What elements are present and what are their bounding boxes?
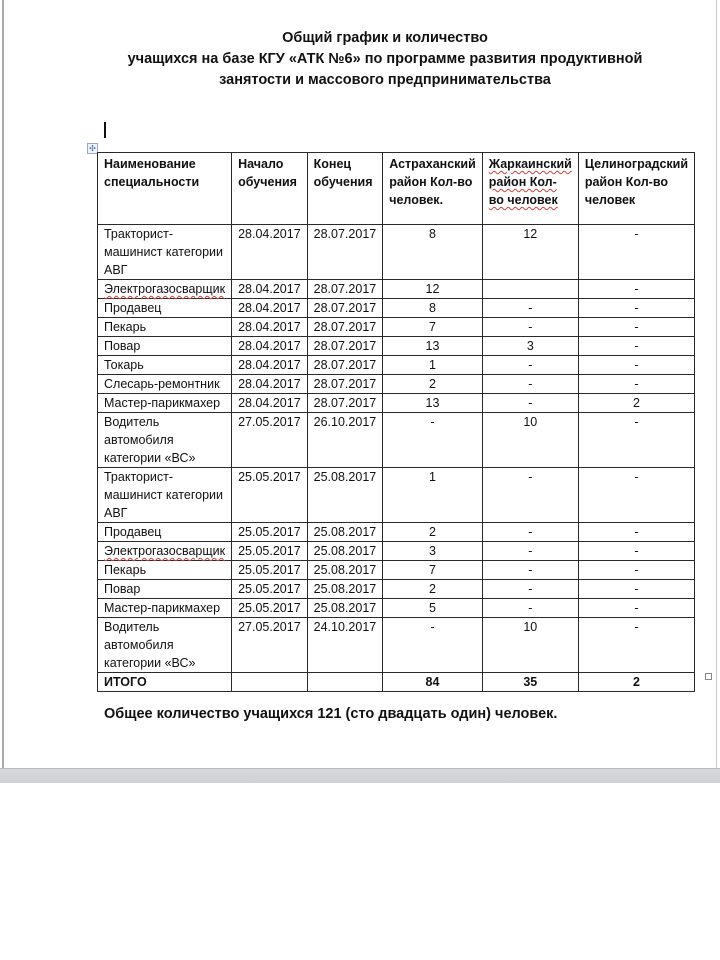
cell-end: 28.07.2017 <box>307 299 383 318</box>
cell-tselinograd: - <box>578 523 694 542</box>
cell-start: 28.04.2017 <box>232 318 308 337</box>
cell-start: 28.04.2017 <box>232 280 308 299</box>
cell-astrakhan: 7 <box>383 561 483 580</box>
cell-zharkain: 12 <box>482 225 578 280</box>
cell-name: Мастер-парикмахер <box>98 394 232 413</box>
cell-end: 28.07.2017 <box>307 225 383 280</box>
table-row <box>98 561 695 580</box>
table-row <box>98 280 695 299</box>
table-row <box>98 299 695 318</box>
cell-start: 28.04.2017 <box>232 299 308 318</box>
cell-tselinograd: - <box>578 375 694 394</box>
cell-astrakhan: 8 <box>383 225 483 280</box>
cell-start: 25.05.2017 <box>232 580 308 599</box>
cell-zharkain: - <box>482 394 578 413</box>
table-row <box>98 618 695 673</box>
total-label: ИТОГО <box>98 673 232 692</box>
table-total-row <box>98 673 695 692</box>
table-row <box>98 413 695 468</box>
cell-start: 25.05.2017 <box>232 523 308 542</box>
cell-end: 25.08.2017 <box>307 523 383 542</box>
cell-astrakhan: 13 <box>383 394 483 413</box>
cell-zharkain: - <box>482 542 578 561</box>
cell-astrakhan: 1 <box>383 468 483 523</box>
cell-name <box>98 542 232 561</box>
cell-end: 28.07.2017 <box>307 356 383 375</box>
table-resize-handle[interactable] <box>705 673 712 680</box>
cell-tselinograd: - <box>578 618 694 673</box>
cell-astrakhan: - <box>383 413 483 468</box>
cell-tselinograd: - <box>578 468 694 523</box>
cell-end: 28.07.2017 <box>307 337 383 356</box>
cell-zharkain: - <box>482 318 578 337</box>
cell-tselinograd: - <box>578 299 694 318</box>
cell-zharkain: 10 <box>482 618 578 673</box>
cell-tselinograd: - <box>578 280 694 299</box>
header-end: Конец обучения <box>307 153 383 225</box>
cell-tselinograd: - <box>578 225 694 280</box>
table-row <box>98 356 695 375</box>
cell-end: 25.08.2017 <box>307 580 383 599</box>
cell-start: 25.05.2017 <box>232 599 308 618</box>
header-zharkain-text: Жаркаинский район Кол-во человек <box>488 157 572 207</box>
total-start <box>232 673 308 692</box>
table-row <box>98 225 695 280</box>
cell-astrakhan: 13 <box>383 337 483 356</box>
table-row <box>98 394 695 413</box>
total-end <box>307 673 383 692</box>
header-name: Наименование специальности <box>98 153 232 225</box>
cell-name: Водитель автомобиля категории «ВС» <box>98 618 232 673</box>
cell-start: 25.05.2017 <box>232 542 308 561</box>
cell-start: 28.04.2017 <box>232 375 308 394</box>
cell-start: 27.05.2017 <box>232 413 308 468</box>
table-row <box>98 599 695 618</box>
cell-astrakhan: 2 <box>383 523 483 542</box>
table-row <box>98 468 695 523</box>
title-line-3: занятости и массового предпринимательства <box>219 72 551 88</box>
table-row <box>98 337 695 356</box>
cell-tselinograd: - <box>578 318 694 337</box>
cell-end: 28.07.2017 <box>307 280 383 299</box>
cell-zharkain: - <box>482 561 578 580</box>
cell-zharkain: - <box>482 468 578 523</box>
cell-end: 25.08.2017 <box>307 561 383 580</box>
cell-zharkain <box>482 280 578 299</box>
cell-zharkain: - <box>482 375 578 394</box>
cell-end: 26.10.2017 <box>307 413 383 468</box>
cell-start: 25.05.2017 <box>232 561 308 580</box>
schedule-table <box>97 152 695 692</box>
cell-astrakhan: 7 <box>383 318 483 337</box>
cell-end: 28.07.2017 <box>307 394 383 413</box>
cell-tselinograd: - <box>578 561 694 580</box>
table-row <box>98 375 695 394</box>
total-tselinograd: 2 <box>578 673 694 692</box>
cell-zharkain: - <box>482 299 578 318</box>
cell-start: 28.04.2017 <box>232 337 308 356</box>
total-astrakhan: 84 <box>383 673 483 692</box>
cell-zharkain: - <box>482 580 578 599</box>
cell-zharkain: - <box>482 356 578 375</box>
table-move-handle-icon[interactable]: ✣ <box>87 143 98 154</box>
title-line-2: учащихся на базе КГУ «АТК №6» по программе развития продуктивной <box>127 51 643 67</box>
cell-end: 25.08.2017 <box>307 468 383 523</box>
cell-zharkain: - <box>482 599 578 618</box>
cell-name: Продавец <box>98 299 232 318</box>
cell-start: 25.05.2017 <box>232 468 308 523</box>
cell-tselinograd: - <box>578 413 694 468</box>
cell-end: 25.08.2017 <box>307 599 383 618</box>
cell-end: 24.10.2017 <box>307 618 383 673</box>
header-astrakhan: Астраханский район Кол-во человек. <box>383 153 483 225</box>
cell-astrakhan: 8 <box>383 299 483 318</box>
cell-tselinograd: - <box>578 542 694 561</box>
cell-astrakhan: 3 <box>383 542 483 561</box>
title-line-1: Общий график и количество <box>282 30 488 46</box>
cell-name: Пекарь <box>98 318 232 337</box>
table-row <box>98 580 695 599</box>
cell-tselinograd: - <box>578 599 694 618</box>
text-cursor <box>104 122 106 138</box>
cell-start: 27.05.2017 <box>232 618 308 673</box>
table-row <box>98 318 695 337</box>
cell-name: Пекарь <box>98 561 232 580</box>
document-title <box>80 28 690 91</box>
cell-name: Слесарь-ремонтник <box>98 375 232 394</box>
cell-tselinograd: - <box>578 337 694 356</box>
cell-tselinograd: - <box>578 580 694 599</box>
table-header-row <box>98 153 695 225</box>
cell-end: 28.07.2017 <box>307 375 383 394</box>
cell-astrakhan: 2 <box>383 580 483 599</box>
cell-start: 28.04.2017 <box>232 356 308 375</box>
cell-start: 28.04.2017 <box>232 394 308 413</box>
cell-name: Мастер-парикмахер <box>98 599 232 618</box>
cell-astrakhan: - <box>383 618 483 673</box>
cell-astrakhan: 2 <box>383 375 483 394</box>
cell-name: Повар <box>98 580 232 599</box>
cell-start: 28.04.2017 <box>232 225 308 280</box>
header-zharkain <box>482 153 578 225</box>
cell-astrakhan: 5 <box>383 599 483 618</box>
table-row <box>98 542 695 561</box>
cell-name: Тракторист-машинист категории АВГ <box>98 468 232 523</box>
total-zharkain: 35 <box>482 673 578 692</box>
cell-name: Токарь <box>98 356 232 375</box>
cell-zharkain: 3 <box>482 337 578 356</box>
cell-end: 28.07.2017 <box>307 318 383 337</box>
cell-name-text: Электрогазосварщик <box>104 544 226 558</box>
cell-name: Повар <box>98 337 232 356</box>
table-row <box>98 523 695 542</box>
cell-name <box>98 280 232 299</box>
header-tselinograd: Целиноградский район Кол-во человек <box>578 153 694 225</box>
cell-tselinograd: - <box>578 356 694 375</box>
summary-text: Общее количество учащихся 121 (сто двадцать один) человек. <box>104 706 558 722</box>
cell-tselinograd: 2 <box>578 394 694 413</box>
cell-zharkain: - <box>482 523 578 542</box>
cell-name: Продавец <box>98 523 232 542</box>
page-gap-band <box>0 768 720 783</box>
cell-name: Водитель автомобиля категории «ВС» <box>98 413 232 468</box>
header-start: Начало обучения <box>232 153 308 225</box>
cell-name: Тракторист-машинист категории АВГ <box>98 225 232 280</box>
cell-name-text: Электрогазосварщик <box>104 282 226 296</box>
cell-astrakhan: 12 <box>383 280 483 299</box>
cell-end: 25.08.2017 <box>307 542 383 561</box>
cell-astrakhan: 1 <box>383 356 483 375</box>
cell-zharkain: 10 <box>482 413 578 468</box>
